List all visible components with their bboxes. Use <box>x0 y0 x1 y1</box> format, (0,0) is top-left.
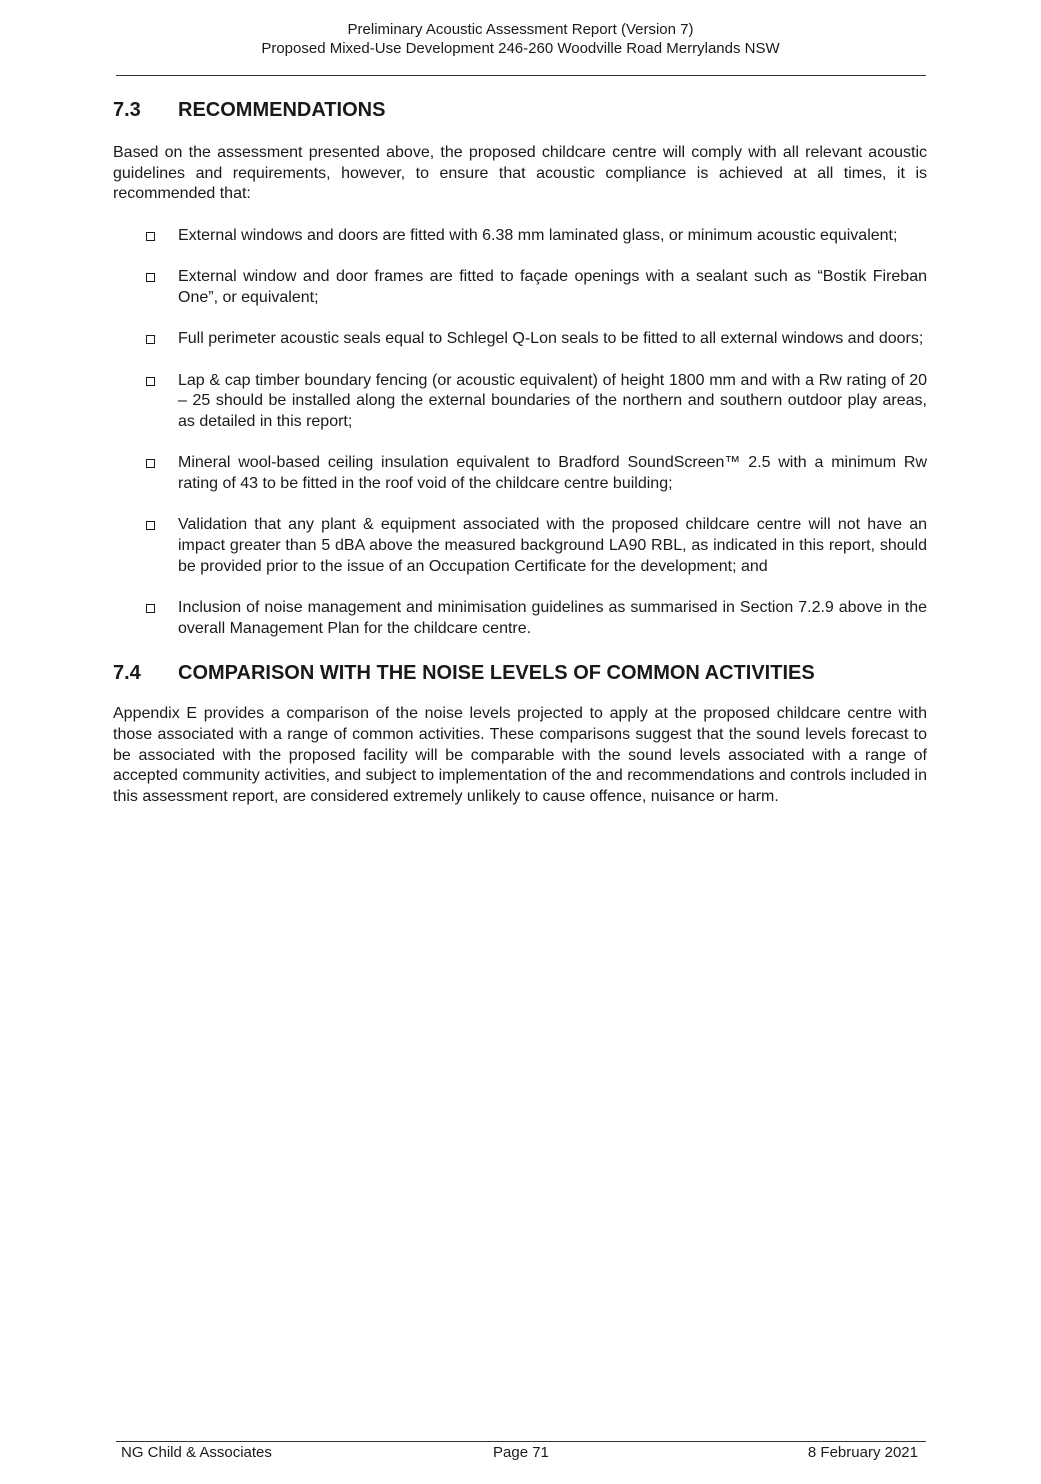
section-body-paragraph: Appendix E provides a comparison of the noise levels projected to apply at the proposed childcare centre with those associated with a range of common activities. These comparisons suggest that the sound levels forecast to be associated with the proposed facility will be comparable with the sound levels associated with a range of accepted community activities, and subject to implementation of the and recommendations and controls included in this assessment report, are considered extremely unlikely to cause offence, nuisance or harm. <box>113 705 927 805</box>
section-title: RECOMMENDATIONS <box>178 99 386 121</box>
page-content <box>113 97 927 808</box>
list-item <box>113 515 927 577</box>
checkbox-bullet-icon <box>113 453 178 494</box>
section-recommendations <box>113 97 927 640</box>
section-number: 7.4 <box>113 662 141 685</box>
checkbox-bullet-icon <box>113 267 178 308</box>
list-item-text: Mineral wool-based ceiling insulation equivalent to Bradford SoundScreen™ 2.5 with a minimum Rw rating of 43 to be fitted in the roof void of the childcare centre building; <box>178 454 927 493</box>
list-item-text: Validation that any plant & equipment associated with the proposed childcare centre will not have an impact greater than 5 dBA above the measured background LA90 RBL, as indicated in this report, should be provided prior to the issue of an Occupation Certificate for the development; and <box>178 516 927 575</box>
header-divider <box>116 75 926 76</box>
list-item <box>113 267 927 308</box>
list-item <box>113 371 927 433</box>
list-item-text: External window and door frames are fitted to façade openings with a sealant such as “Bostik Fireban One”, or equivalent; <box>178 268 927 307</box>
list-item <box>113 598 927 639</box>
checkbox-bullet-icon <box>113 226 178 247</box>
section-title: COMPARISON WITH THE NOISE LEVELS OF COMMON ACTIVITIES <box>178 662 815 685</box>
list-item-text: Lap & cap timber boundary fencing (or acoustic equivalent) of height 1800 mm and with a Rw rating of 20 – 25 should be installed along the external boundaries of the northern and southern outdoor play areas, as detailed in this report; <box>178 371 927 431</box>
list-item <box>113 226 927 247</box>
footer-date: 8 February 2021 <box>807 1444 918 1461</box>
section-heading <box>113 660 927 686</box>
footer-page-number: Page 71 <box>493 1444 549 1461</box>
list-item-text: Inclusion of noise management and minimisation guidelines as summarised in Section 7.2.9 above in the overall Management Plan for the childcare centre. <box>178 599 927 637</box>
list-item-text: External windows and doors are fitted with 6.38 mm laminated glass, or minimum acoustic equivalent; <box>178 227 898 245</box>
list-item-text: Full perimeter acoustic seals equal to Schlegel Q-Lon seals to be fitted to all external windows and doors; <box>178 330 924 348</box>
section-heading <box>113 97 927 123</box>
list-item <box>113 329 927 350</box>
checkbox-bullet-icon <box>113 598 178 639</box>
header-project-title: Proposed Mixed-Use Development 246-260 Woodville Road Merrylands NSW <box>261 40 780 57</box>
section-number: 7.3 <box>113 99 141 121</box>
checkbox-bullet-icon <box>113 515 178 577</box>
checkbox-bullet-icon <box>113 329 178 350</box>
page-header <box>0 20 1041 58</box>
section-comparison <box>113 660 927 808</box>
list-item <box>113 453 927 494</box>
recommendations-list <box>113 226 927 639</box>
footer-divider <box>116 1441 926 1442</box>
header-report-title: Preliminary Acoustic Assessment Report (Version 7) <box>347 21 694 38</box>
footer-company: NG Child & Associates <box>121 1444 272 1461</box>
checkbox-bullet-icon <box>113 371 178 433</box>
section-intro-paragraph: Based on the assessment presented above, the proposed childcare centre will comply with all relevant acoustic guidelines and requirements, however, to ensure that acoustic compliance is achieved at all times, it is recommended that: <box>113 144 927 203</box>
